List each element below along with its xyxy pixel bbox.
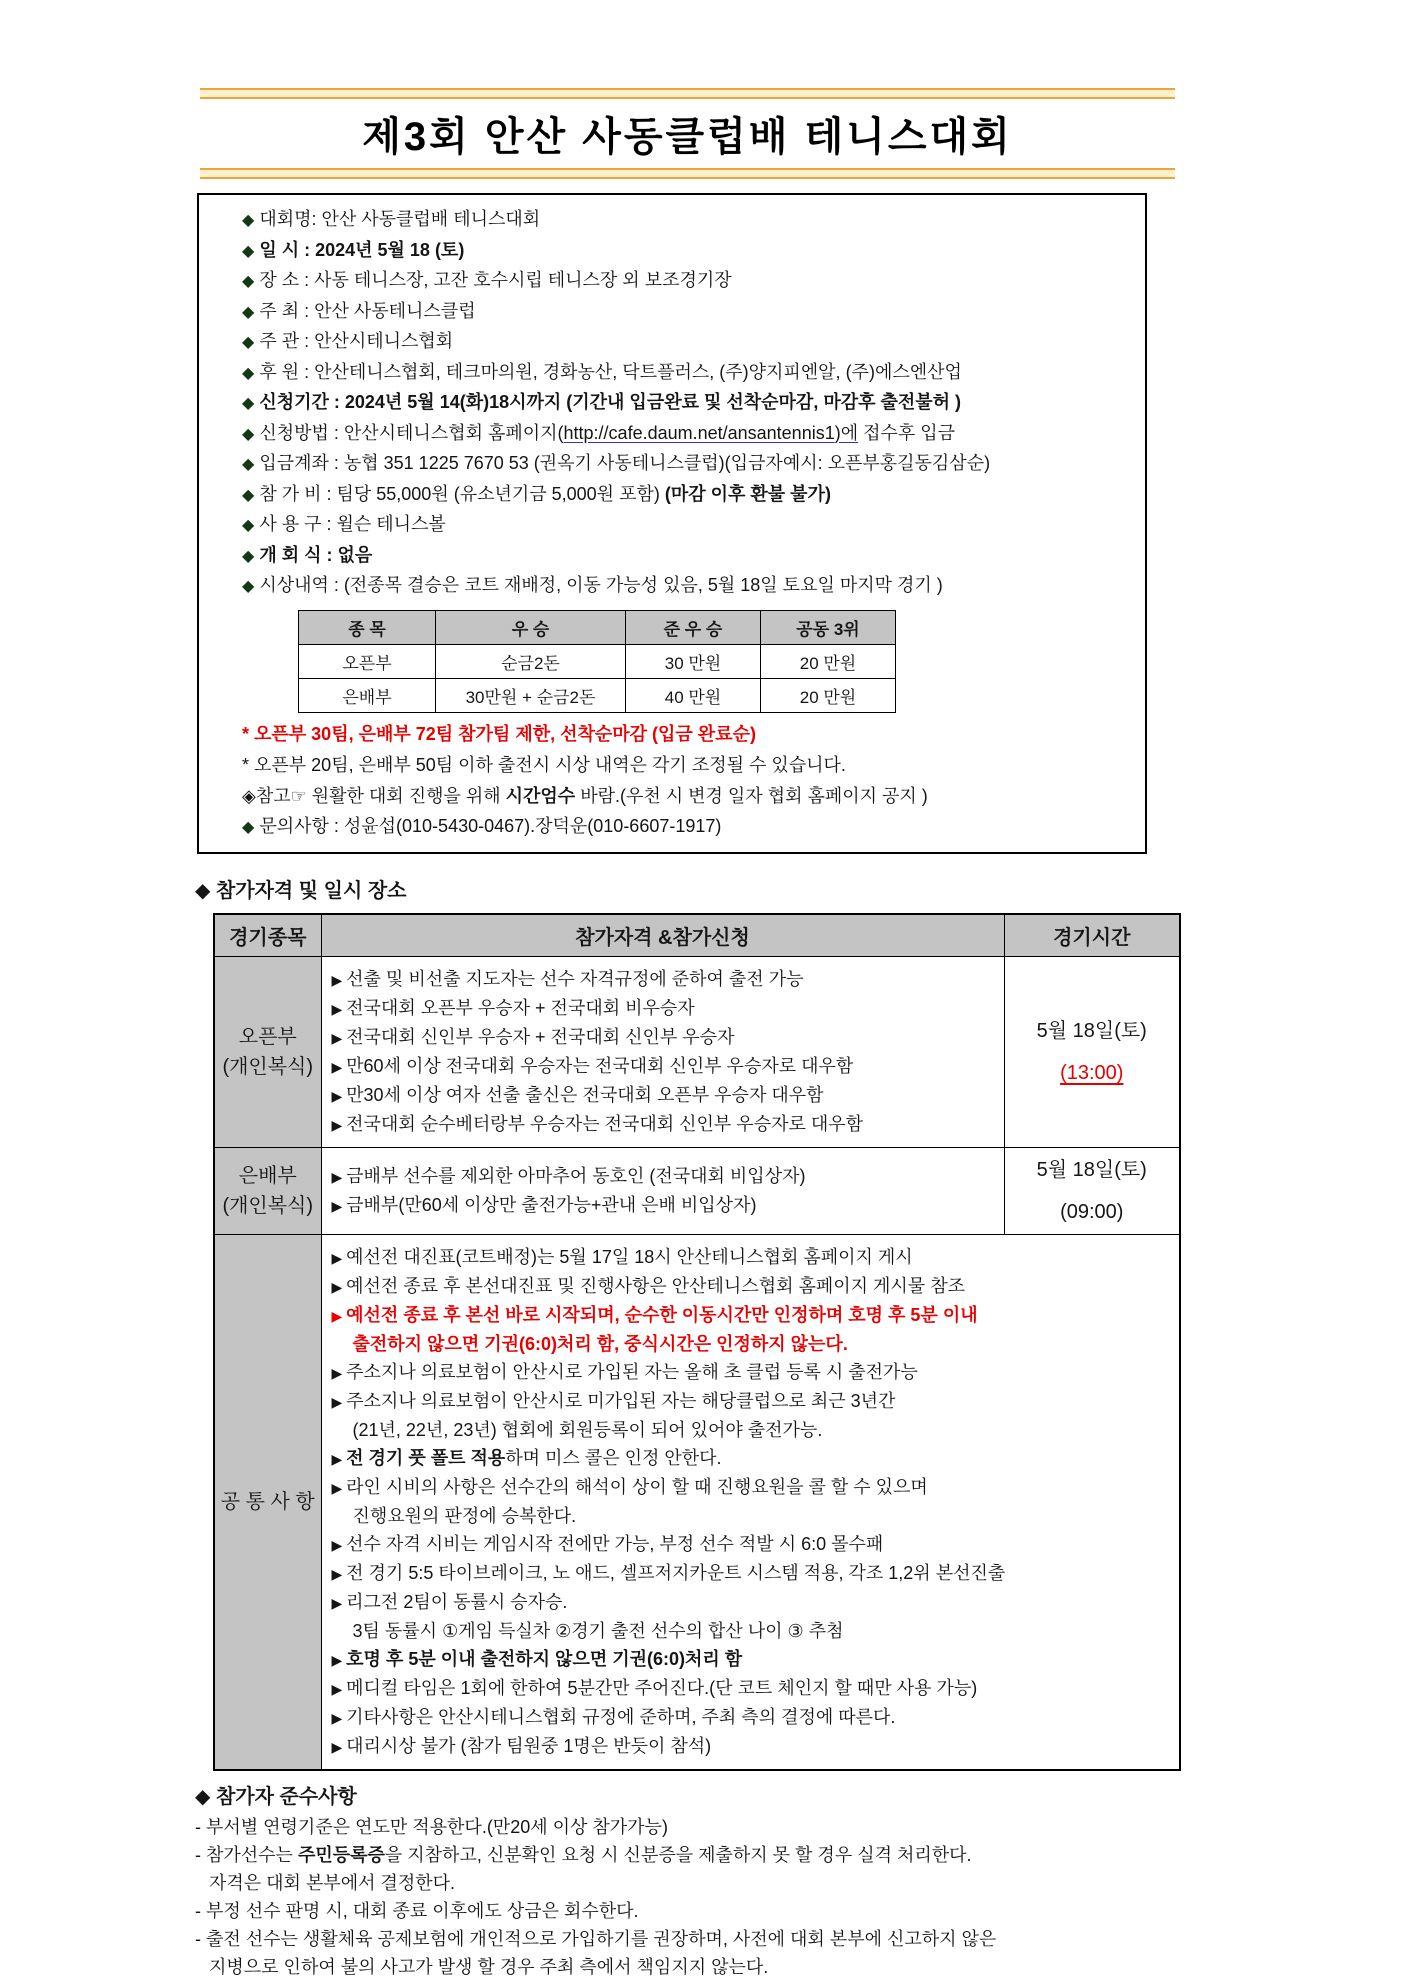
prize-col-third: 공동 3위 <box>761 610 896 644</box>
text-segment: ◆ <box>242 517 255 534</box>
text-segment: ▶ <box>331 1480 347 1496</box>
info-line-event-name <box>242 205 1145 236</box>
text-segment: 입금계좌 : 농협 351 1225 7670 53 (권옥기 사동테니스클럽)(입금자예시: 오픈부홍길동김삼순) <box>254 453 991 473</box>
text-segment: ▶ <box>331 1030 347 1046</box>
division-subtype: (개인복식) <box>222 1195 314 1217</box>
prize-cell: 20 만원 <box>761 678 896 712</box>
text-line <box>332 1732 1176 1761</box>
info-line-host <box>242 297 1145 328</box>
division-name: 은배부 <box>238 1165 297 1187</box>
prize-col-division: 종 목 <box>299 610 436 644</box>
text-segment: 호명 후 5분 이내 출전하지 않으면 기권(6:0)처리 함 <box>346 1649 743 1669</box>
text-segment: - 부서별 연령기준은 연도만 적용한다.(만20세 이상 참가가능) <box>195 1817 668 1837</box>
info-line-organizer <box>242 327 1145 358</box>
text-segment: 을 지참하고, 신분확인 요청 시 신분증을 제출하지 못 할 경우 실격 처리한다. <box>384 1845 972 1865</box>
match-date: 5월 18일(토) <box>1036 1159 1147 1181</box>
match-start-time: (09:00) <box>1060 1201 1124 1223</box>
text-segment: ▶ <box>331 1117 347 1133</box>
title-rule-bottom <box>200 168 1175 179</box>
division-subtype: (개인복식) <box>222 1056 314 1078</box>
prize-cell: 오픈부 <box>299 644 436 678</box>
text-segment: ◆ <box>242 364 255 382</box>
note-prize-adjust <box>242 750 1145 781</box>
text-line <box>195 1953 1403 1981</box>
text-segment: ◆ <box>242 242 255 260</box>
info-line-prizes <box>242 571 1145 602</box>
text-segment: 자격은 대회 본부에서 결정한다. <box>209 1873 456 1893</box>
prize-cell: 순금2돈 <box>436 644 626 678</box>
text-segment: 예선전 대진표(코트배정)는 5월 17일 18시 안산테니스협회 홈페이지 게시 <box>346 1247 913 1267</box>
text-segment: - 참가선수는 <box>195 1845 298 1865</box>
prize-col-winner: 우 승 <box>436 610 626 644</box>
prize-cell: 40 만원 <box>626 678 761 712</box>
text-segment: 대리시상 불가 (참가 팀원중 1명은 반듯이 참석) <box>346 1736 712 1756</box>
text-segment: 일 시 : 2024년 5월 18 (토) <box>254 239 465 260</box>
text-segment: - 출전 선수는 생활체육 공제보험에 개인적으로 가입하기를 권장하며, 사전에 대회 본부에 신고하지 않은 <box>195 1929 997 1949</box>
text-segment: ▶ <box>331 1279 347 1295</box>
text-segment: 주민등록증 <box>297 1845 385 1865</box>
text-segment: ▶ <box>331 1308 347 1324</box>
text-segment: ◆ <box>242 486 255 504</box>
text-line <box>332 1416 1176 1444</box>
text-segment: 주 최 : 안산 사동테니스클럽 <box>254 300 476 321</box>
prize-cell: 30만원 + 순금2돈 <box>436 678 626 712</box>
silver-match-time <box>1004 1148 1180 1235</box>
text-line <box>332 1330 1176 1358</box>
participant-rules-title: ◆ 참가자 준수사항 <box>195 1786 357 1808</box>
text-line <box>332 1444 1176 1473</box>
text-line <box>332 1052 1000 1081</box>
title-band <box>200 88 1175 179</box>
page-title: 제3회 안산 사동클럽배 테니스대회 <box>362 115 1013 159</box>
text-line <box>195 1841 1403 1869</box>
text-segment: 시간엄수 <box>505 785 576 806</box>
common-rules-list <box>321 1235 1180 1771</box>
open-match-time <box>1004 957 1180 1148</box>
text-segment: 만30세 이상 여자 선출 출신은 전국대회 오픈부 우승자 대우함 <box>346 1085 824 1105</box>
eligibility-section-title: ◆ 참가자격 및 일시 장소 <box>195 880 407 902</box>
participant-rules-section <box>195 1781 1403 1984</box>
text-segment: 바람.(우천 시 변경 일자 협회 홈페이지 공지 ) <box>575 785 928 806</box>
text-segment: 전 경기 5:5 타이브레이크, 노 애드, 셀프저지카운트 시스템 적용, 각조 1,2위 본선진출 <box>346 1563 1006 1583</box>
text-segment: 선수 자격 시비는 게임시작 전에만 가능, 부정 선수 적발 시 6:0 몰수패 <box>346 1534 884 1554</box>
note-team-limit <box>242 719 1145 750</box>
text-segment: 예선전 종료 후 본선 바로 시작되며, 순수한 이동시간만 인정하며 호명 후 5분 이내 <box>346 1305 978 1325</box>
eligibility-col-time: 경기시간 <box>1004 914 1180 957</box>
prize-table <box>298 610 896 713</box>
text-segment: * 오픈부 30팀, 은배부 72팀 참가팀 제한, 선착순마감 (입금 완료순) <box>242 723 756 744</box>
text-segment: 전국대회 순수베터랑부 우승자는 전국대회 신인부 우승자로 대우함 <box>346 1114 864 1134</box>
text-segment: 전국대회 신인부 우승자 + 전국대회 신인부 우승자 <box>346 1027 735 1047</box>
text-segment: ▶ <box>331 1566 347 1582</box>
text-segment: 개 회 식 : 없음 <box>254 544 373 565</box>
text-segment: ▶ <box>331 1710 347 1726</box>
eligibility-row-open <box>214 957 1180 1148</box>
text-line <box>332 1674 1176 1703</box>
note-punctuality <box>242 781 1145 812</box>
match-date: 5월 18일(토) <box>1036 1020 1147 1042</box>
text-line <box>195 1813 1403 1841</box>
text-segment: 참 가 비 : 팀당 55,000원 (유소년기금 5,000원 포함) <box>254 483 665 504</box>
text-segment: ▶ <box>331 1088 347 1104</box>
text-line <box>332 1473 1176 1502</box>
text-segment: ▶ <box>331 1250 347 1266</box>
text-segment: ◆ <box>242 273 255 290</box>
eligibility-row-common <box>214 1235 1180 1771</box>
text-segment: ▶ <box>331 1681 347 1697</box>
text-segment: (마감 이후 환불 불가) <box>664 483 831 504</box>
text-segment: 주소지나 의료보험이 안산시로 미가입된 자는 해당클럽으로 최근 3년간 <box>346 1391 896 1411</box>
info-line-opening-ceremony <box>242 541 1145 572</box>
text-segment: ▶ <box>331 1739 347 1755</box>
text-line <box>332 1559 1176 1588</box>
text-segment: 주 관 : 안산시테니스협회 <box>254 331 454 351</box>
text-line <box>195 1897 1403 1925</box>
text-line <box>332 1387 1176 1416</box>
division-name: 오픈부 <box>238 1026 297 1048</box>
text-segment: * 오픈부 20팀, 은배부 50팀 이하 출전시 시상 내역은 각기 조정될 수 있습니다. <box>242 754 846 775</box>
text-segment: ◆ <box>242 334 255 351</box>
participant-rules-list <box>195 1813 1403 1984</box>
info-line-bank-account <box>242 449 1145 480</box>
division-label-open <box>214 957 321 1148</box>
division-label-silver <box>214 1148 321 1235</box>
text-segment: 주소지나 의료보험이 안산시로 가입된 자는 올해 초 클럽 등록 시 출전가능 <box>346 1362 918 1382</box>
text-segment: ▶ <box>331 1652 347 1668</box>
text-segment: ◆ <box>242 547 255 565</box>
text-segment: ▶ <box>331 1169 347 1185</box>
info-line-apply-method <box>242 419 1145 450</box>
text-segment: ▶ <box>331 1394 347 1410</box>
text-segment: 금배부(만60세 이상만 출전가능+관내 은배 비입상자) <box>346 1195 757 1215</box>
open-criteria-list <box>321 957 1004 1148</box>
text-segment: 금배부 선수를 제외한 아마추어 동호인 (전국대회 비입상자) <box>346 1166 806 1186</box>
eligibility-row-silver <box>214 1148 1180 1235</box>
text-line <box>332 1703 1176 1732</box>
info-line-date <box>242 236 1145 267</box>
text-segment: 대회명: 안산 사동클럽배 테니스대회 <box>254 209 541 229</box>
text-segment: 후 원 : 안산테니스협회, 테크마의원, 경화농산, 닥트플러스, (주)양지피엔알, (주)에스엔산업 <box>254 361 962 382</box>
eligibility-col-criteria: 참가자격 &참가신청 <box>321 914 1004 957</box>
text-line <box>332 1191 1000 1220</box>
text-segment: 전국대회 오픈부 우승자 + 전국대회 비우승자 <box>346 998 695 1018</box>
text-segment: ▶ <box>331 1451 347 1467</box>
text-segment: ◆ <box>242 303 255 321</box>
eligibility-table <box>213 913 1181 1771</box>
text-line <box>332 1502 1176 1530</box>
apply-method-text: 신청방법 : 안산시테니스협회 홈페이지( <box>254 422 564 443</box>
text-segment: 만60세 이상 전국대회 우승자는 전국대회 신인부 우승자로 대우함 <box>346 1056 854 1076</box>
text-segment: 리그전 2팀이 동률시 승자승. <box>346 1592 568 1612</box>
text-segment: ▶ <box>331 972 347 988</box>
text-line <box>332 1023 1000 1052</box>
text-segment: ▶ <box>331 1365 347 1381</box>
prize-row-silver <box>299 678 896 712</box>
text-segment: ▶ <box>331 1537 347 1553</box>
eligibility-header-row <box>214 914 1180 957</box>
text-segment: 라인 시비의 사항은 선수간의 해석이 상이 할 때 진행요원을 콜 할 수 있으며 <box>346 1477 928 1497</box>
text-segment: ◈참고☞ 원활한 대회 진행을 위해 <box>242 785 506 806</box>
text-line <box>332 1588 1176 1617</box>
text-line <box>332 1645 1176 1674</box>
text-segment: ▶ <box>331 1059 347 1075</box>
prize-cell: 은배부 <box>299 678 436 712</box>
text-segment: 예선전 종료 후 본선대진표 및 진행사항은 안산테니스협회 홈페이지 게시물 참조 <box>346 1276 965 1296</box>
eligibility-col-division: 경기종목 <box>214 914 321 957</box>
text-line <box>332 1081 1000 1110</box>
text-segment: ▶ <box>331 1198 347 1214</box>
text-segment: (21년, 22년, 23년) 협회에 회원등록이 되어 있어야 출전가능. <box>352 1420 823 1440</box>
text-line <box>332 994 1000 1023</box>
text-segment: ▶ <box>331 1001 347 1017</box>
text-segment: 선출 및 비선출 지도자는 선수 자격규정에 준하여 출전 가능 <box>346 969 804 989</box>
text-segment: 시상내역 : (전종목 결승은 코트 재배정, 이동 가능성 있음, 5월 18일 토요일 마지막 경기 ) <box>254 575 943 595</box>
division-label-common: 공 통 사 항 <box>214 1235 321 1771</box>
text-line <box>332 965 1000 994</box>
text-segment: 하며 미스 콜은 인정 안한다. <box>505 1448 722 1468</box>
apply-method-text-end: 접수후 입금 <box>858 422 956 443</box>
text-segment: 지병으로 인하여 불의 사고가 발생 할 경우 주최 측에서 책임지지 않는다. <box>209 1957 769 1977</box>
text-segment: 출전하지 않으면 기권(6:0)처리 함, 중식시간은 인정하지 않는다. <box>352 1334 848 1354</box>
text-line <box>332 1110 1000 1139</box>
text-line <box>195 1925 1403 1953</box>
text-segment: ◆ <box>242 818 255 836</box>
text-segment: - 부정 선수 판명 시, 대회 종료 이후에도 상금은 회수한다. <box>195 1901 639 1921</box>
homepage-url-suffix: )에 <box>834 422 859 443</box>
text-segment: ◆ <box>242 395 255 412</box>
prize-col-runnerup: 준 우 승 <box>626 610 761 644</box>
prize-cell: 20 만원 <box>761 644 896 678</box>
info-line-sponsors <box>242 358 1145 389</box>
info-line-ball <box>242 510 1145 541</box>
prize-table-header-row <box>299 610 896 644</box>
text-line <box>332 1272 1176 1301</box>
text-line <box>332 1162 1000 1191</box>
text-line <box>332 1301 1176 1330</box>
match-start-time: (13:00) <box>1060 1062 1124 1084</box>
text-line <box>332 1530 1176 1559</box>
text-segment: 메디컬 타임은 1회에 한하여 5분간만 주어진다.(단 코트 체인지 할 때만 사용 가능) <box>346 1678 978 1698</box>
title-rule-top <box>200 88 1175 99</box>
info-line-entry-fee <box>242 480 1145 511</box>
text-segment: ◆ <box>242 456 255 473</box>
text-segment: 장 소 : 사동 테니스장, 고잔 호수시립 테니스장 외 보조경기장 <box>254 270 732 290</box>
silver-criteria-list <box>321 1148 1004 1235</box>
info-line-apply-period <box>242 388 1145 419</box>
tournament-summary-box <box>197 193 1147 854</box>
text-segment: 신청기간 : 2024년 5월 14(화)18시까지 (기간내 입금완료 및 선착순마감, 마감후 출전불허 ) <box>254 392 962 412</box>
text-line <box>332 1243 1176 1272</box>
prize-cell: 30 만원 <box>626 644 761 678</box>
homepage-url[interactable]: http://cafe.daum.net/ansantennis1 <box>563 422 835 443</box>
text-line <box>332 1617 1176 1645</box>
text-segment: ▶ <box>331 1595 347 1611</box>
text-segment: 사 용 구 : 윌슨 테니스볼 <box>254 514 446 534</box>
prize-row-open <box>299 644 896 678</box>
info-line-venue <box>242 266 1145 297</box>
text-segment: 3팀 동률시 ①게임 득실차 ②경기 출전 선수의 합산 나이 ③ 추첨 <box>352 1621 844 1641</box>
text-line <box>332 1358 1176 1387</box>
text-segment: 문의사항 : 성윤섭(010-5430-0467).장덕운(010-6607-1917) <box>254 815 722 836</box>
text-line <box>195 1869 1403 1897</box>
diamond-bullet-icon: ◆ <box>242 425 255 443</box>
info-line-contact <box>242 812 1145 843</box>
text-segment: 진행요원의 판정에 승복한다. <box>352 1506 577 1526</box>
text-segment: ◆ <box>242 212 255 229</box>
text-segment: ◆ <box>242 578 255 595</box>
text-segment: 전 경기 풋 폴트 적용 <box>346 1448 506 1468</box>
text-segment: 기타사항은 안산시테니스협회 규정에 준하며, 주최 측의 결정에 따른다. <box>346 1707 896 1727</box>
